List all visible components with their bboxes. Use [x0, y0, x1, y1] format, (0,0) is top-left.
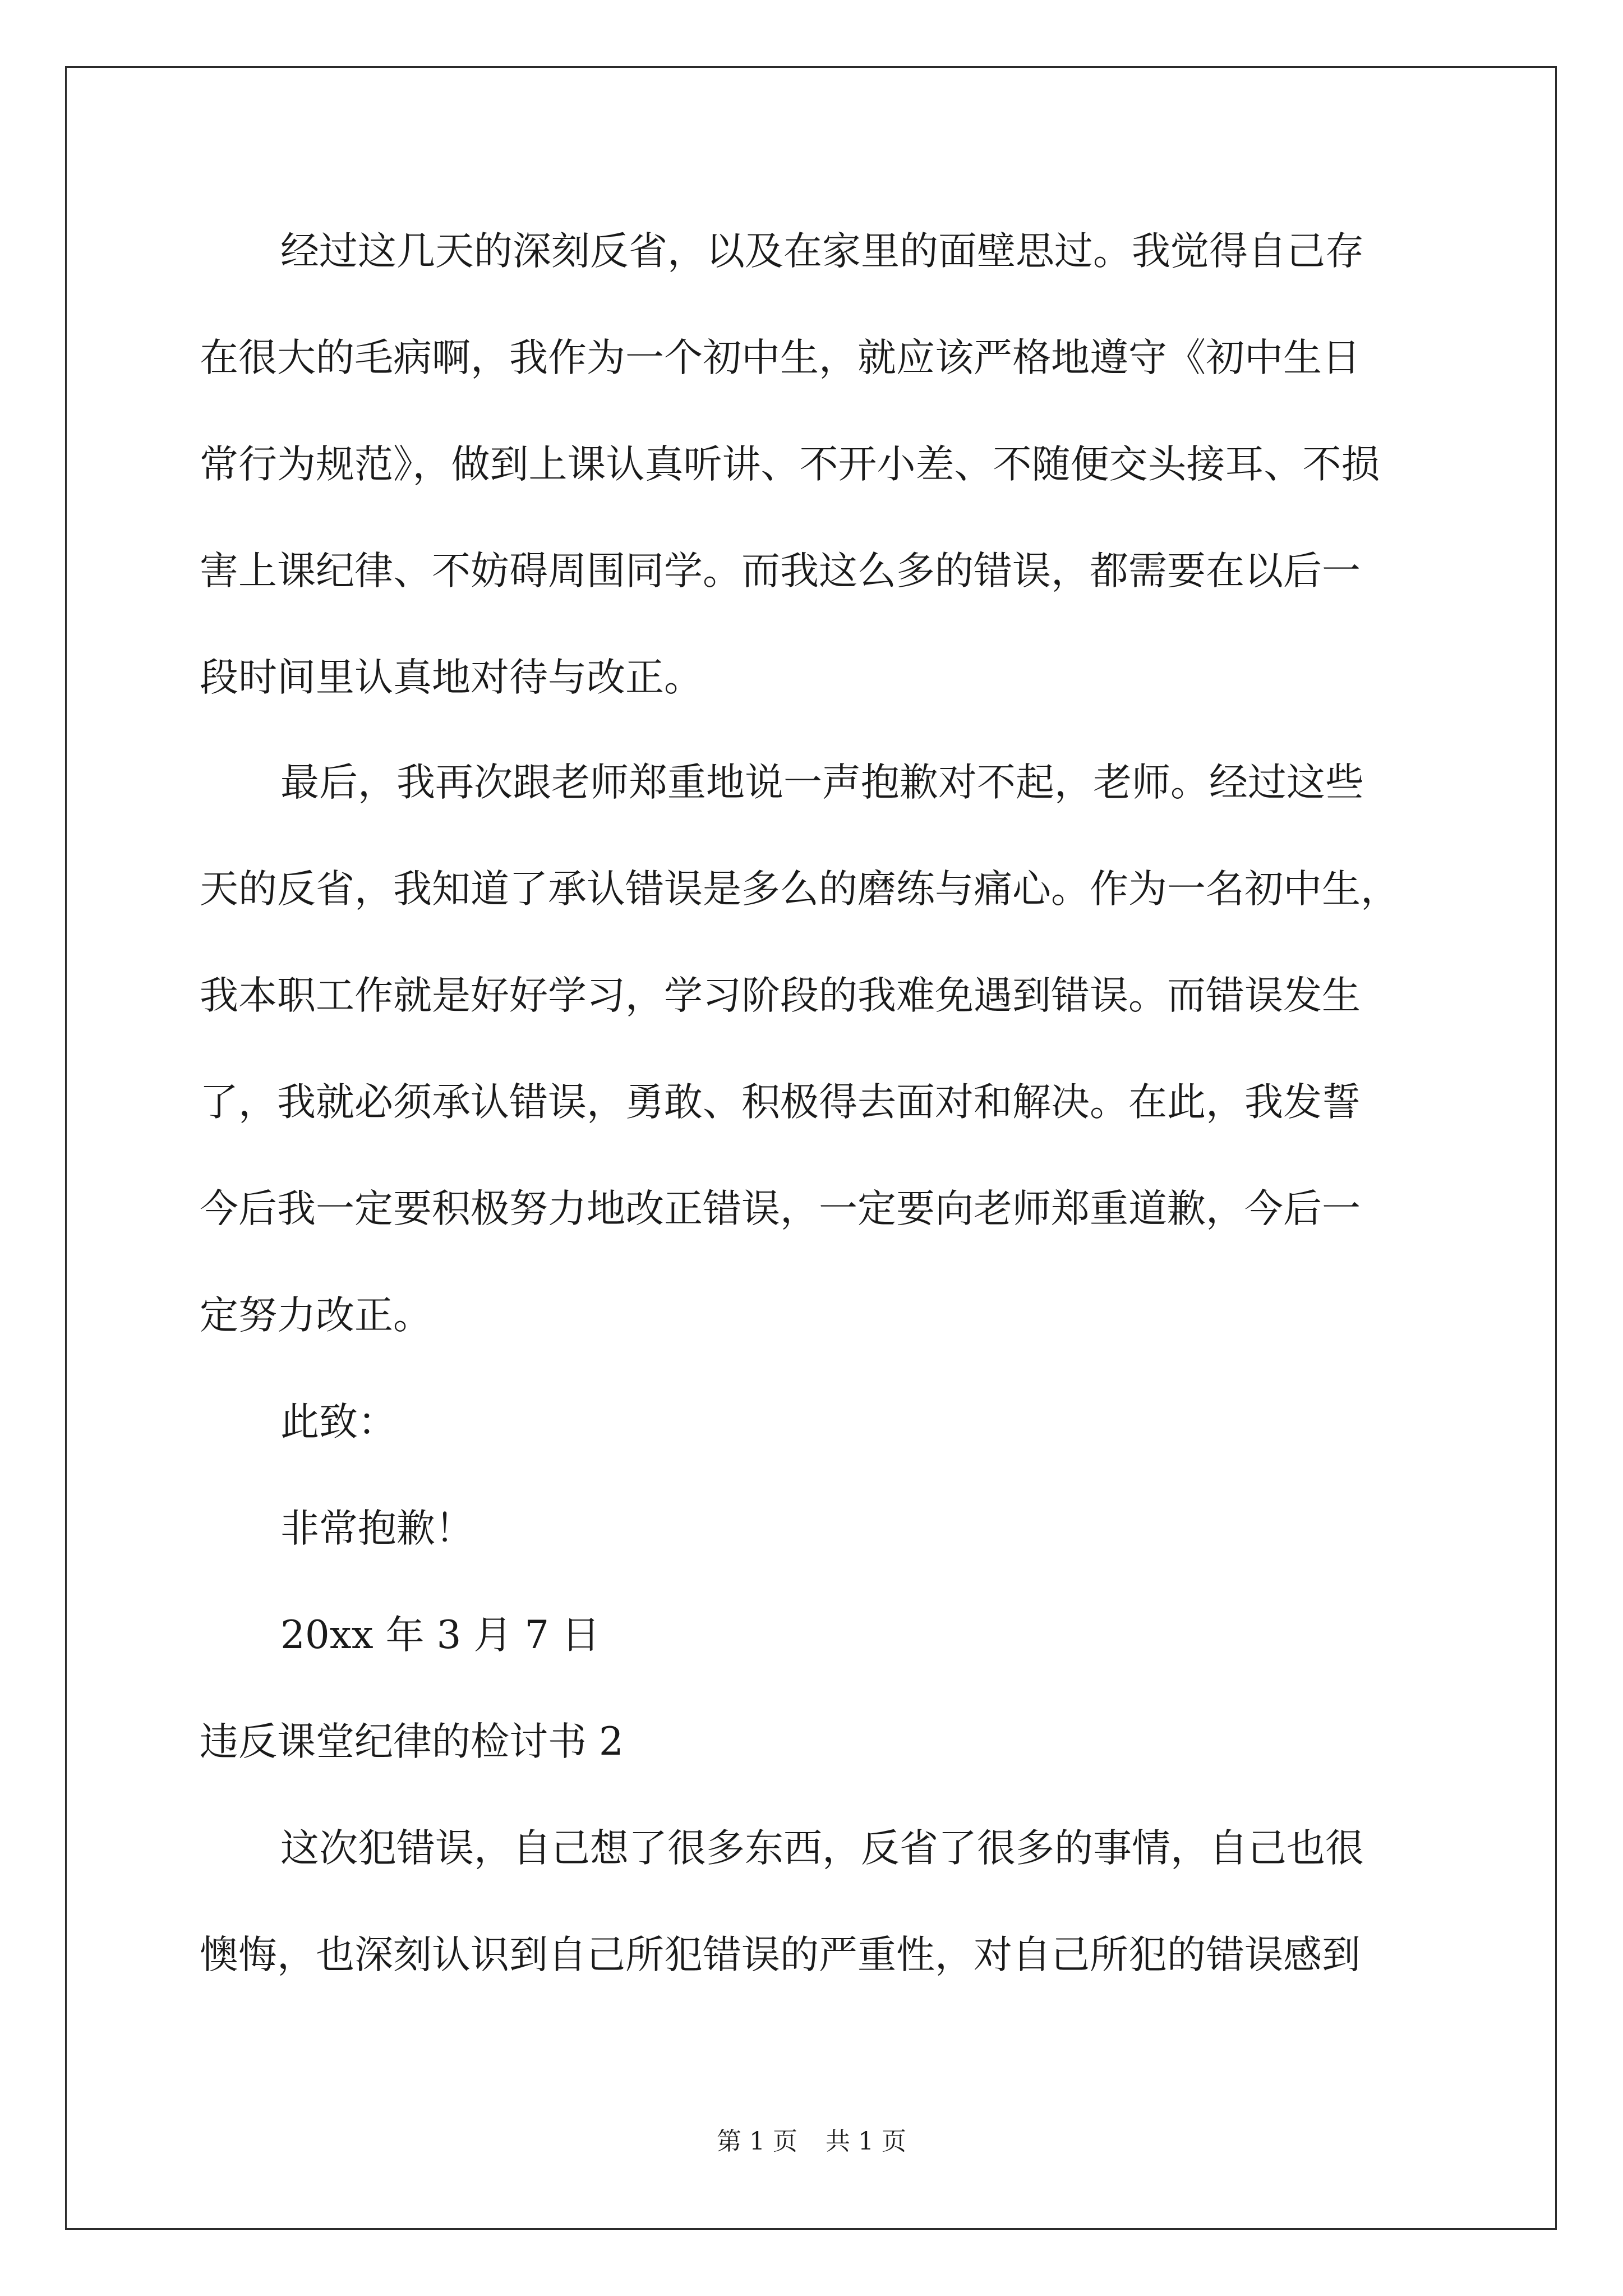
- text-line: 常行为规范》，做到上课认真听讲、不开小差、不随便交头接耳、不损: [200, 442, 1380, 487]
- text-line: 懊悔，也深刻认识到自己所犯错误的严重性，对自己所犯的错误感到: [200, 1932, 1361, 1977]
- page-footer: [0, 2125, 1623, 2159]
- section-title: 违反课堂纪律的检讨书 2: [200, 1719, 624, 1764]
- text-line: 今后我一定要积极努力地改正错误，一定要向老师郑重道歉，今后一: [200, 1186, 1361, 1231]
- document-date: 20xx 年 3 月 7 日: [280, 1613, 601, 1658]
- text-line: 这次犯错误，自己想了很多东西，反省了很多的事情，自己也很: [280, 1826, 1364, 1871]
- text-line: 段时间里认真地对待与改正。: [200, 655, 703, 700]
- text-line: 天的反省，我知道了承认错误是多么的磨练与痛心。作为一名初中生，: [200, 867, 1399, 912]
- closing-apology: 非常抱歉！: [280, 1506, 474, 1551]
- text-line: 在很大的毛病啊，我作为一个初中生，就应该严格地遵守《初中生日: [200, 335, 1361, 380]
- page-number: 第 1 页: [717, 2127, 797, 2156]
- text-line: 了，我就必须承认错误，勇敢、积极得去面对和解决。在此，我发誓: [200, 1080, 1361, 1125]
- page-total: 共 1 页: [826, 2127, 906, 2156]
- text-line: 经过这几天的深刻反省，以及在家里的面壁思过。我觉得自己存: [280, 229, 1364, 274]
- text-line: 害上课纪律、不妨碍周围同学。而我这么多的错误，都需要在以后一: [200, 549, 1361, 593]
- text-line: 我本职工作就是好好学习，学习阶段的我难免遇到错误。而错误发生: [200, 973, 1361, 1018]
- text-line: 定努力改正。: [200, 1293, 432, 1338]
- page-border: [65, 66, 1557, 2230]
- closing-salutation: 此致：: [280, 1400, 396, 1444]
- text-line: 最后，我再次跟老师郑重地说一声抱歉对不起，老师。经过这些: [280, 760, 1364, 805]
